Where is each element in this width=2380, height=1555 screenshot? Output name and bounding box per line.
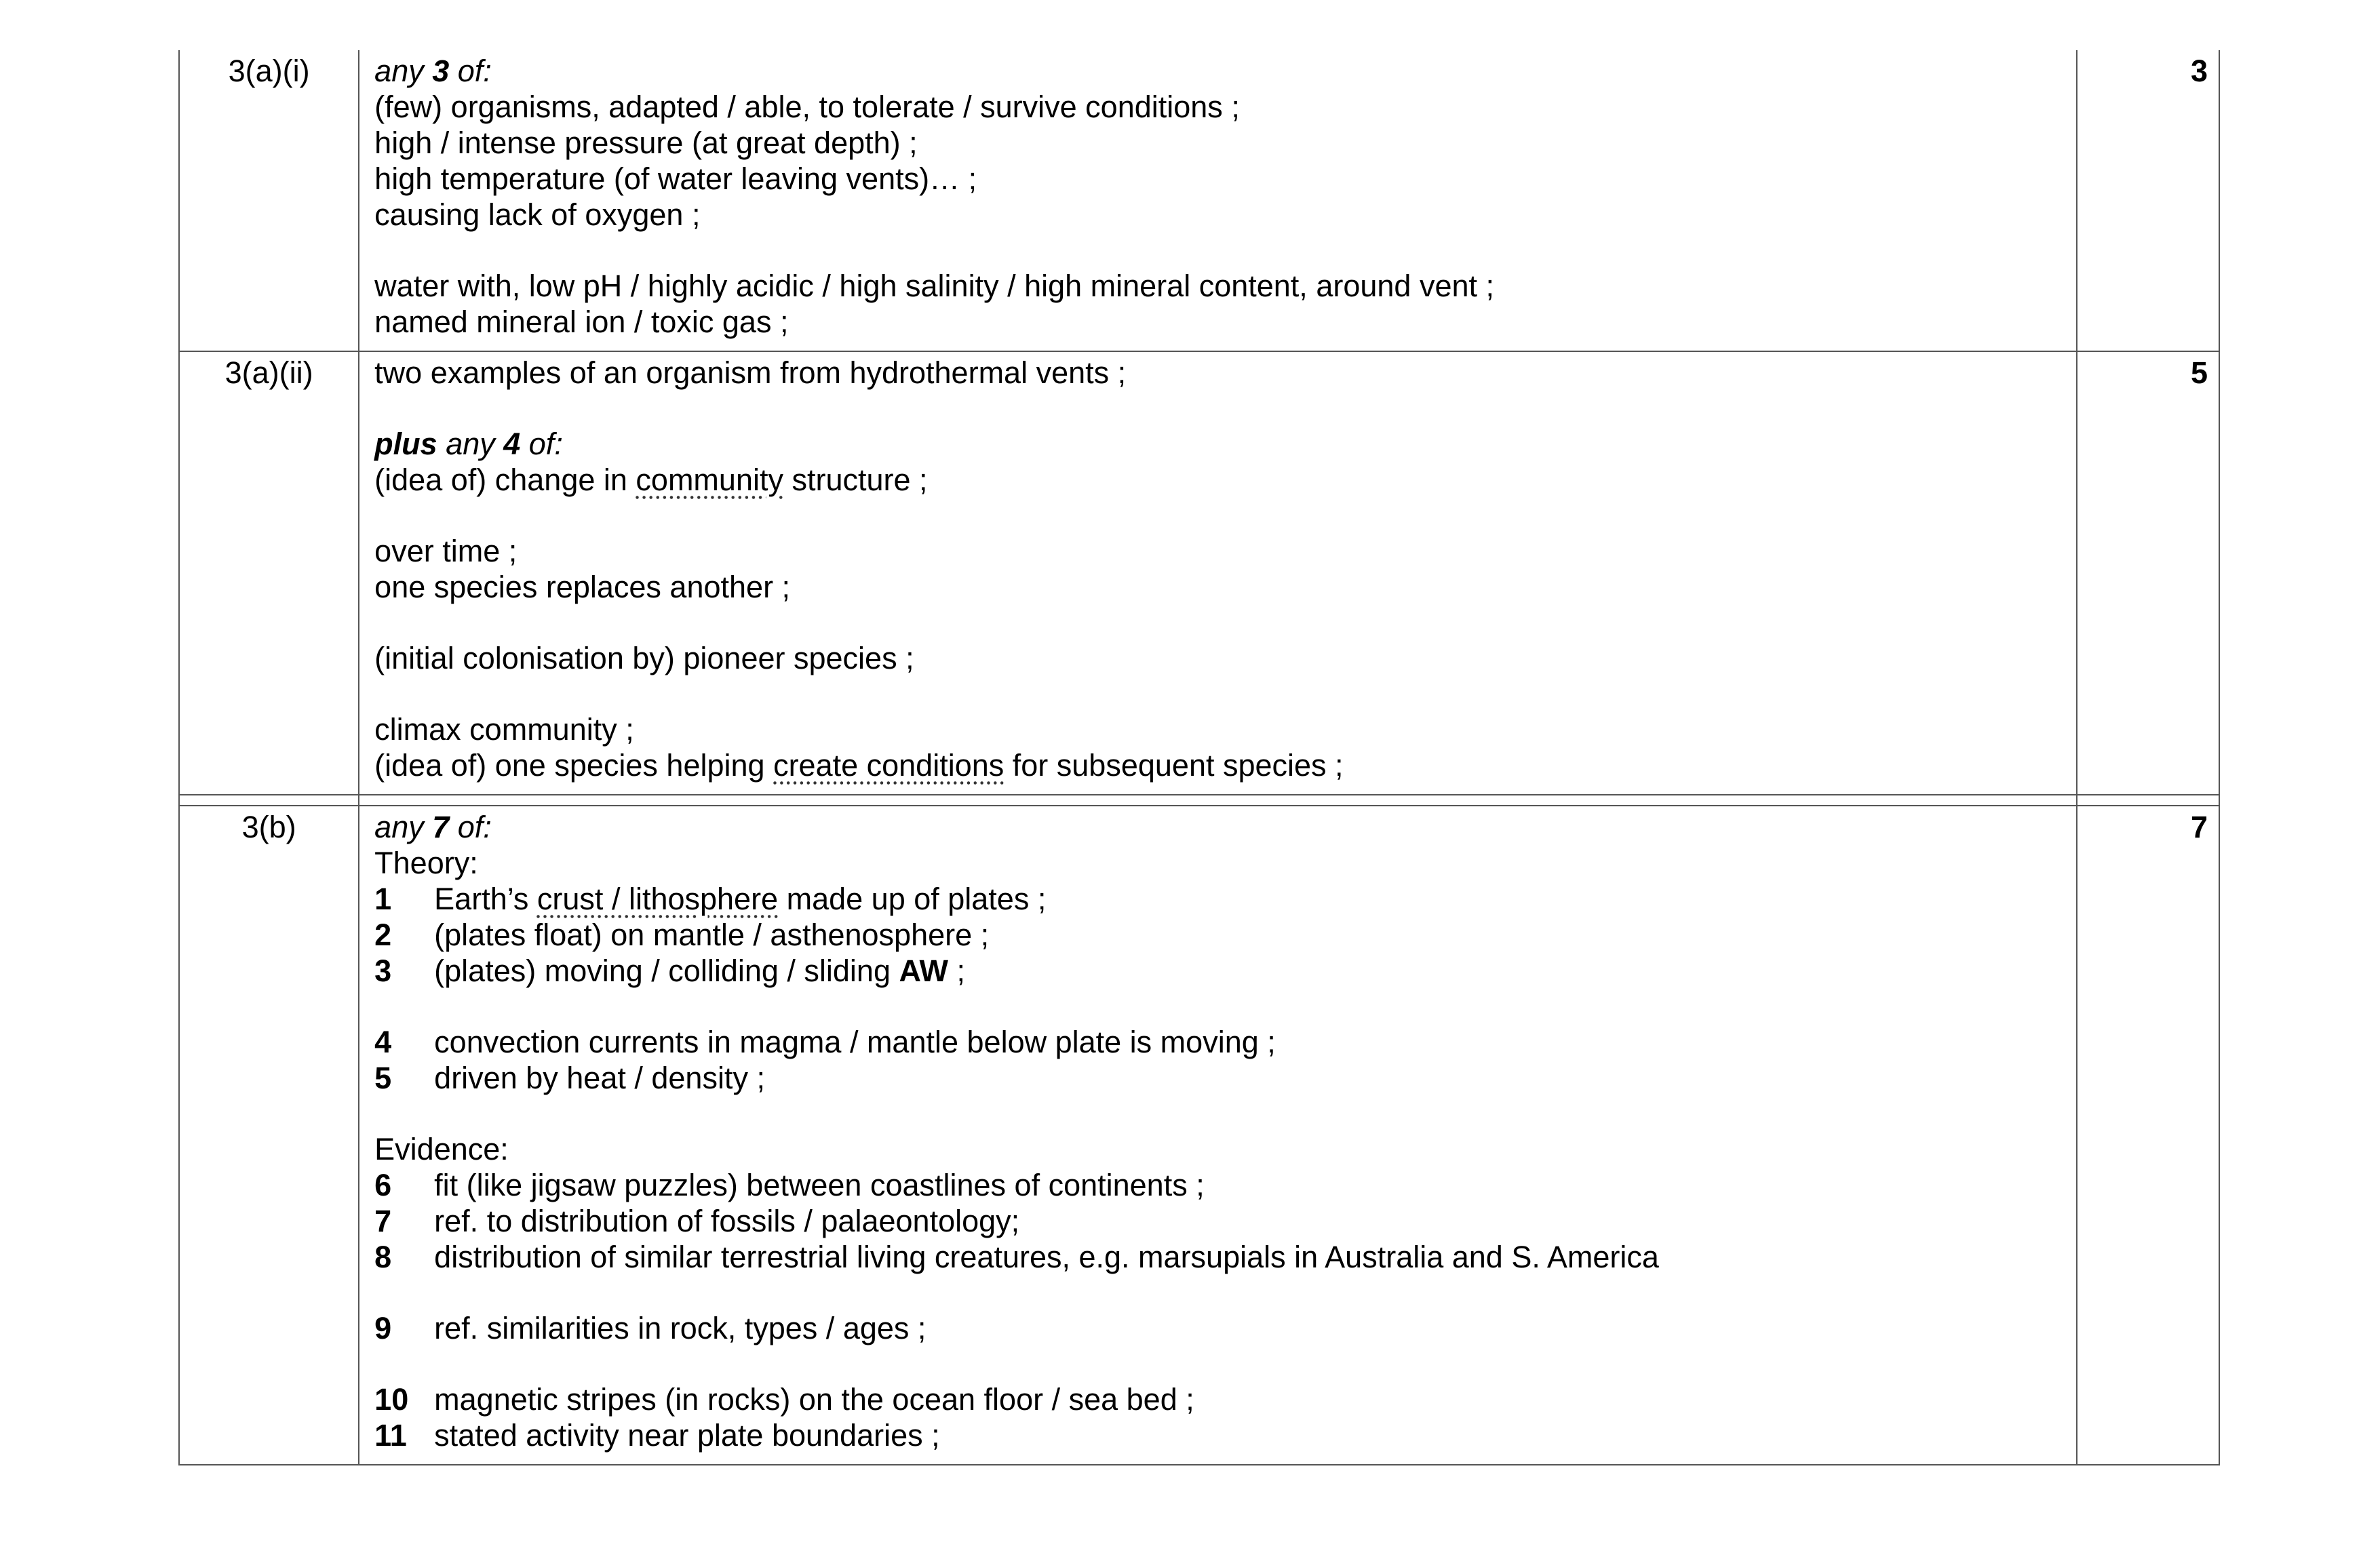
answer-line: climax community ;: [374, 712, 634, 747]
numbered-point: 2 (plates float) on mantle / asthenosphere ;: [374, 918, 990, 952]
answer-line: (idea of) change in community structure ;: [374, 462, 928, 497]
answer-line: named mineral ion / toxic gas ;: [374, 304, 789, 339]
numbered-point: 8 distribution of similar terrestrial living creatures, e.g. marsupials in Australia and S. America: [374, 1240, 1659, 1274]
row-separator: [179, 795, 2219, 806]
answer-line: (idea of) one species helping create conditions for subsequent species ;: [374, 748, 1344, 783]
underlined-term: community: [636, 462, 783, 497]
answer-line: (initial colonisation by) pioneer species ;: [374, 641, 914, 675]
numbered-point: 6 fit (like jigsaw puzzles) between coastlines of continents ;: [374, 1168, 1205, 1202]
mark-scheme-row-3b: [179, 806, 2219, 1465]
answer-intro: plus any 4 of:: [374, 427, 563, 461]
answer-line: causing lack of oxygen ;: [374, 197, 701, 232]
numbered-point: 7 ref. to distribution of fossils / palaeontology;: [374, 1204, 1020, 1238]
answer-line: high / intense pressure (at great depth) ;: [374, 125, 918, 160]
numbered-point: 11 stated activity near plate boundaries ;: [374, 1418, 940, 1453]
answer-line: over time ;: [374, 534, 518, 568]
underlined-term: crust / lithosphere: [537, 882, 779, 916]
marks-value: 3: [2077, 50, 2219, 351]
answer-intro: any 3 of:: [374, 54, 492, 88]
mark-scheme-table: [178, 50, 2220, 1465]
mark-scheme-row-3aii: [179, 351, 2219, 795]
question-number: 3(a)(ii): [179, 351, 359, 795]
mark-scheme-row-3ai: [179, 50, 2219, 351]
numbered-point: 1 Earth’s crust / lithosphere made up of plates ;: [374, 882, 1047, 916]
answer-cell: [359, 806, 2077, 1465]
section-label-evidence: Evidence:: [374, 1132, 509, 1166]
numbered-point: 4 convection currents in magma / mantle below plate is moving ;: [374, 1025, 1276, 1059]
answer-cell: [359, 50, 2077, 351]
answer-line: one species replaces another ;: [374, 570, 791, 604]
answer-intro: any 7 of:: [374, 810, 492, 844]
numbered-point: 5 driven by heat / density ;: [374, 1061, 765, 1095]
answer-line: (few) organisms, adapted / able, to tolerate / survive conditions ;: [374, 90, 1240, 124]
answer-line: high temperature (of water leaving vents)… ;: [374, 161, 977, 196]
section-label-theory: Theory:: [374, 846, 478, 880]
marks-value: 7: [2077, 806, 2219, 1465]
marks-value: 5: [2077, 351, 2219, 795]
question-number: 3(a)(i): [179, 50, 359, 351]
underlined-term: create conditions: [773, 748, 1004, 783]
answer-line: two examples of an organism from hydrothermal vents ;: [374, 355, 1127, 390]
answer-line: water with, low pH / highly acidic / high salinity / high mineral content, around vent ;: [374, 269, 1494, 303]
answer-cell: [359, 351, 2077, 795]
numbered-point: 10 magnetic stripes (in rocks) on the ocean floor / sea bed ;: [374, 1382, 1194, 1417]
numbered-point: 9 ref. similarities in rock, types / ages ;: [374, 1311, 926, 1345]
numbered-point: 3 (plates) moving / colliding / sliding AW ;: [374, 953, 965, 988]
question-number: 3(b): [179, 806, 359, 1465]
